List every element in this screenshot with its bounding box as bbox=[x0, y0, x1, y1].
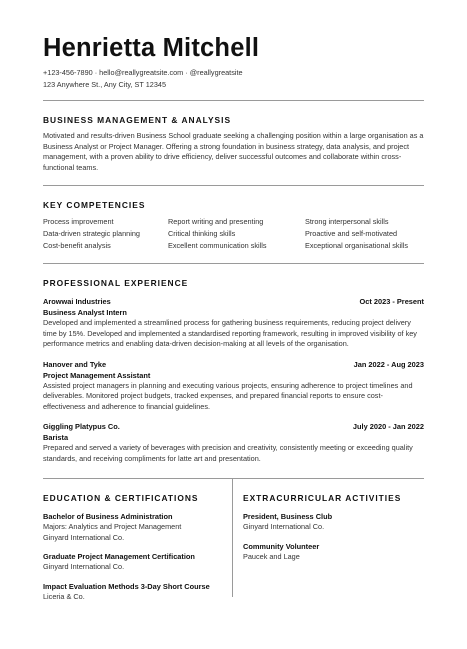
extracurricular-entry bbox=[243, 541, 424, 563]
job-description: Assisted project managers in planning and executing various projects, ensuring adherence to project timelines and deliverables. Monitored project budgets, tracked expenses, and prepared financial reports to ensure cost-effectiveness and adherence to financial guidelines. bbox=[43, 380, 413, 411]
education-entry-line: Majors: Analytics and Project Management bbox=[43, 522, 182, 531]
divider bbox=[43, 263, 424, 264]
competency-item: Cost-benefit analysis bbox=[43, 241, 111, 250]
summary-title: BUSINESS MANAGEMENT & ANALYSIS bbox=[43, 115, 232, 125]
education-entry-title: Impact Evaluation Methods 3-Day Short Course bbox=[43, 581, 210, 591]
address-line: 123 Anywhere St., Any City, ST 12345 bbox=[43, 80, 167, 89]
extracurricular-entry-title: President, Business Club bbox=[243, 512, 333, 521]
competencies-grid bbox=[43, 216, 424, 252]
summary-section bbox=[43, 115, 424, 173]
extracurricular-entry bbox=[243, 511, 424, 533]
education-entry bbox=[43, 511, 222, 543]
extracurricular-entry-title: Community Volunteer bbox=[243, 541, 320, 551]
competency-item: Excellent communication skills bbox=[168, 241, 267, 250]
education-entry-line: Ginyard International Co. bbox=[43, 562, 125, 571]
competencies-title: KEY COMPETENCIES bbox=[43, 200, 146, 210]
competency-item: Report writing and presenting bbox=[168, 217, 264, 226]
divider bbox=[43, 185, 424, 186]
job-dates: Jan 2022 - Aug 2023 bbox=[353, 359, 424, 369]
competency-item: Exceptional organisational skills bbox=[305, 241, 409, 250]
education-entry bbox=[43, 581, 222, 603]
job-entry bbox=[43, 421, 424, 464]
job-description: Prepared and served a variety of beverages with precision and creativity, consistently meeting or exceeding quality standards, and receiving compliments for latte art and presentation. bbox=[43, 443, 413, 463]
competency-item: Critical thinking skills bbox=[168, 229, 236, 238]
job-company: Giggling Platypus Co. bbox=[43, 422, 120, 431]
education-entry bbox=[43, 551, 222, 573]
competency-column bbox=[305, 216, 424, 252]
contact-line: +123-456-7890 · hello@reallygreatsite.com · @reallygreatsite bbox=[43, 68, 243, 77]
competency-column bbox=[168, 216, 305, 252]
extracurricular-title: EXTRACURRICULAR ACTIVITIES bbox=[243, 493, 402, 503]
job-role: Project Management Assistant bbox=[43, 370, 151, 380]
job-dates: July 2020 - Jan 2022 bbox=[352, 422, 424, 431]
job-role: Business Analyst Intern bbox=[43, 308, 127, 317]
education-entry-line: Ginyard International Co. bbox=[43, 532, 125, 542]
job-role: Barista bbox=[43, 433, 69, 442]
extracurricular-entry-line: Paucek and Lage bbox=[243, 551, 300, 561]
education-entry-title: Graduate Project Management Certification bbox=[43, 552, 195, 561]
job-company: Hanover and Tyke bbox=[43, 359, 107, 369]
experience-title: PROFESSIONAL EXPERIENCE bbox=[43, 278, 189, 288]
education-title: EDUCATION & CERTIFICATIONS bbox=[43, 493, 199, 503]
candidate-name: Henrietta Mitchell bbox=[43, 34, 260, 62]
experience-section bbox=[43, 278, 424, 464]
education-section bbox=[43, 479, 232, 610]
education-entry-title: Bachelor of Business Administration bbox=[43, 512, 173, 521]
divider bbox=[43, 100, 424, 101]
job-company: Arowwai Industries bbox=[43, 297, 111, 306]
competency-item: Data-driven strategic planning bbox=[43, 229, 140, 238]
contact-info bbox=[43, 67, 424, 91]
competencies-section bbox=[43, 200, 424, 252]
bottom-columns bbox=[43, 479, 424, 610]
competency-item: Process improvement bbox=[43, 217, 114, 226]
extracurricular-entry-line: Ginyard International Co. bbox=[243, 522, 325, 531]
job-description: Developed and implemented a streamlined process for gathering business requirements, reducing project delivery time by 15%. Developed and implemented a standardised reporting framework, resulting in improved visibility of key performance metrics and enabling data-driven decision-making at all levels of the organisation. bbox=[43, 318, 417, 348]
education-entry-line: Liceria & Co. bbox=[43, 591, 85, 601]
competency-column bbox=[43, 216, 168, 252]
summary-text: Motivated and results-driven Business School graduate seeking a challenging position within a large organisation as a Business Analyst or Project Manager. Offering a strong foundation in business strategy, data analysis, and project management, with a proven ability to drive efficiency, deliver successful outcomes and collaborate within cross-functional teams. bbox=[43, 131, 424, 172]
competency-item: Strong interpersonal skills bbox=[305, 217, 389, 226]
job-dates: Oct 2023 - Present bbox=[359, 297, 424, 306]
job-entry bbox=[43, 359, 424, 413]
extracurricular-section bbox=[233, 479, 424, 610]
job-entry bbox=[43, 296, 424, 350]
competency-item: Proactive and self-motivated bbox=[305, 229, 398, 238]
